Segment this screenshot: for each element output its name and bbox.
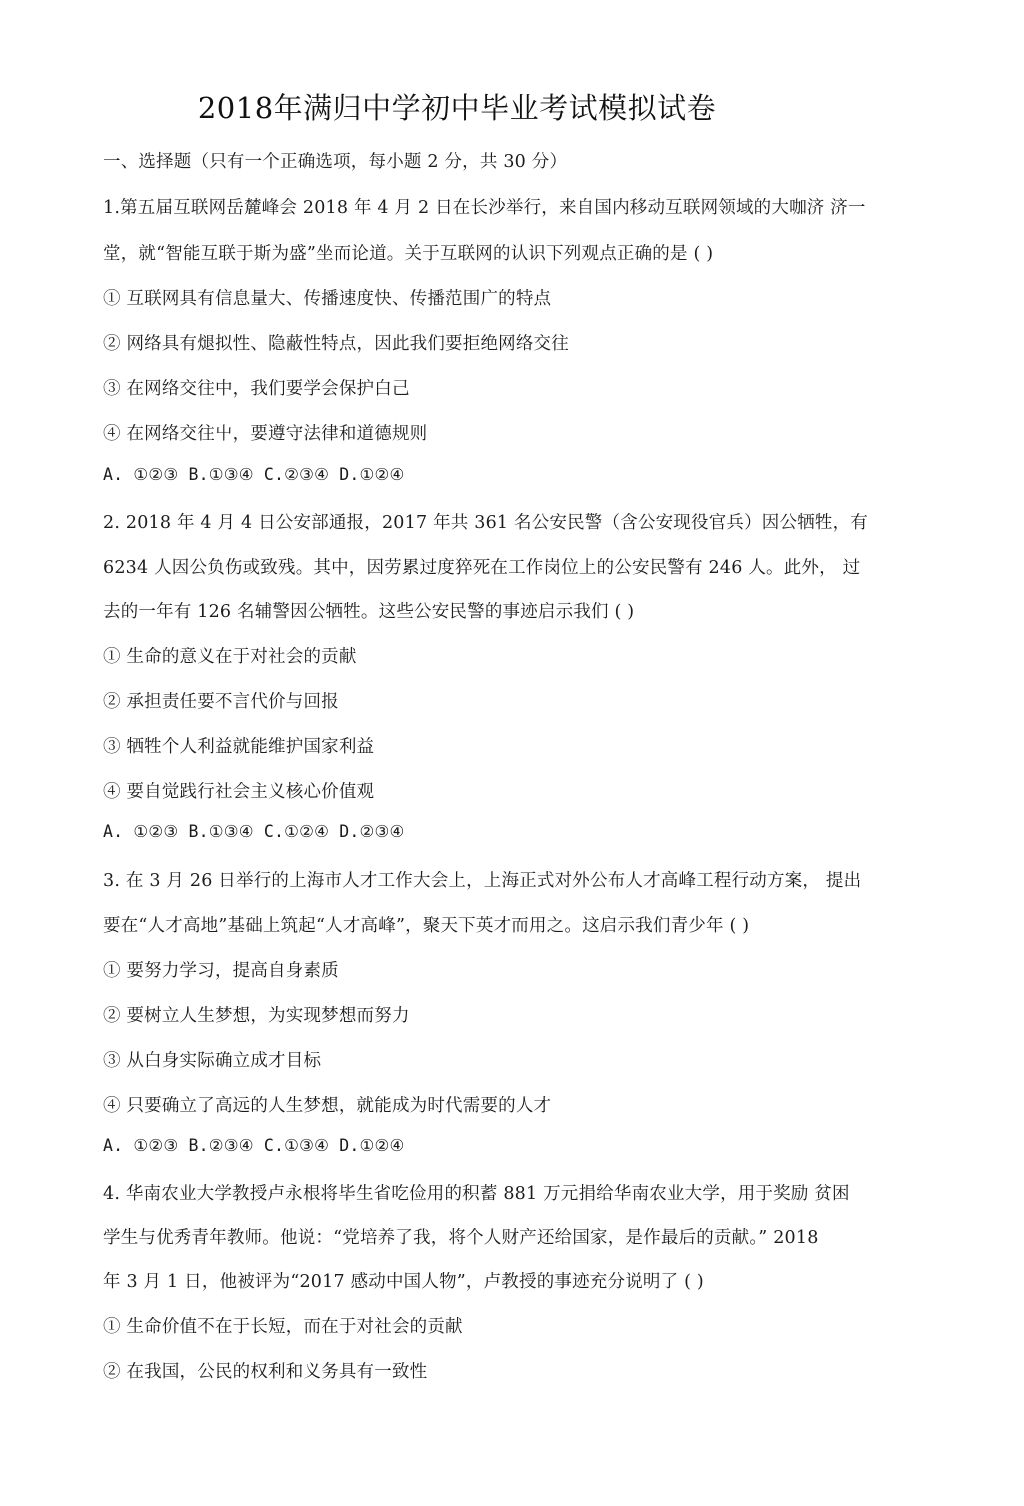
question-3-item-3: ③ 从白身实际确立成才目标 [103,1051,322,1071]
question-4-line-3: 年 3 月 1 日，他被评为“2017 感动中国人物”，卢教授的事迹充分说明了 ( ) [103,1272,704,1292]
section-heading: 一、选择题（只有一个正确选项，每小题 2 分，共 30 分） [103,152,568,172]
question-3-line-1: 3. 在 3 月 26 日举行的上海市人才工作大会上，上海正式对外公布人才高峰工程行动方案， 提出 [103,871,862,891]
question-4-item-2: ② 在我国，公民的权利和义务具有一致性 [103,1362,428,1382]
question-2-item-4: ④ 要自觉践行社会主义核心价值观 [103,782,375,802]
question-1-item-1: ① 互联网具有信息量大、传播速度快、传播范围广的特点 [103,289,552,309]
question-4-line-1: 4. 华南农业大学教授卢永根将毕生省吃俭用的积蓄 881 万元捐给华南农业大学，用于奖励 贫困 [103,1184,850,1204]
question-4-line-2: 学生与优秀青年教师。他说：“党培养了我，将个人财产还给国家，是作最后的贡献。” 2018 [103,1228,819,1248]
question-2-options: A. ①②③ B.①③④ C.①②④ D.②③④ [103,822,405,841]
question-1-item-4: ④ 在网络交往屮，要遵守法律和道德规则 [103,424,428,444]
question-4-item-1: ① 生命价值不在于长短，而在于对社会的贡献 [103,1317,463,1337]
question-1-line-2: 堂，就“智能互联于斯为盛”坐而论道。关于互联网的认识下列观点正确的是 ( ) [103,244,714,264]
question-1-line-1: 1.第五届互联网岳麓峰会 2018 年 4 月 2 日在长沙举行，来自国内移动互联网领域的大咖济 济一 [103,198,866,218]
question-1-item-2: ② 网络具有煺拟性、隐蔽性特点，因此我们要拒绝网络交往 [103,334,569,354]
question-2-item-1: ① 生命的意义在于对社会的贡献 [103,647,357,667]
question-2-item-2: ② 承担责任要不言代价与回报 [103,692,339,712]
question-3-line-2: 要在“人才高地”基础上筑起“人才高峰”，聚天下英才而用之。这启示我们青少年 ( ) [103,916,750,936]
question-2-line-1: 2. 2018 年 4 月 4 日公安部通报，2017 年共 361 名公安民警（含公安现役官兵）因公牺牲，有 [103,513,869,533]
question-2-line-2: 6234 人因公负伤或致残。其中，因劳累过度猝死在工作岗位上的公安民警有 246 人。此外， 过 [103,558,861,578]
question-2-item-3: ③ 牺牲个人利益就能维护国家利益 [103,737,375,757]
question-3-item-2: ② 要树立人生梦想，为实现梦想而努力 [103,1006,410,1026]
question-3-options: A. ①②③ B.②③④ C.①③④ D.①②④ [103,1136,405,1155]
question-1-item-3: ③ 在网络交往中，我们要学会保护白己 [103,379,410,399]
exam-title-text: 2018年满归中学初中毕业考试模拟试卷 [197,91,717,125]
question-2-line-3: 去的一年有 126 名辅警因公牺牲。这些公安民警的事迹启示我们 ( ) [103,602,635,622]
question-3-item-4: ④ 只要确立了高远的人生梦想，就能成为时代需要的人才 [103,1096,552,1116]
question-1-options: A. ①②③ B.①③④ C.②③④ D.①②④ [103,465,405,484]
question-3-item-1: ① 要努力学习，提高自身素质 [103,961,339,981]
exam-title [0,86,1024,127]
